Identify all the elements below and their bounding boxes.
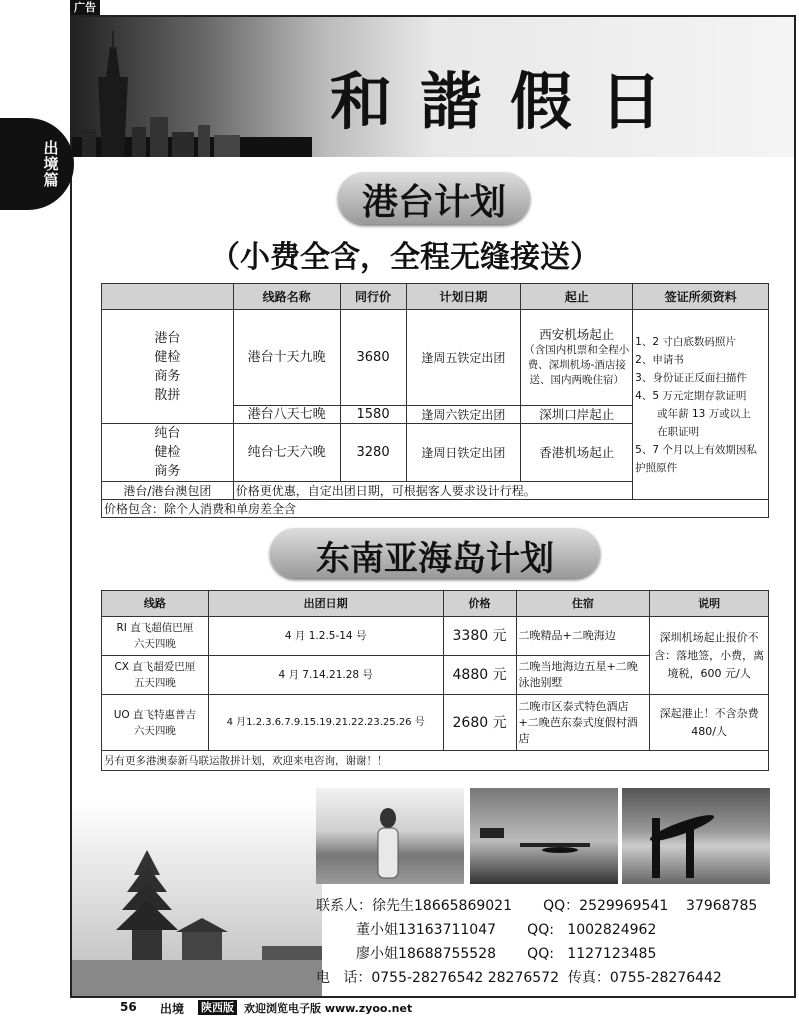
southeast-asia-table [101, 590, 769, 771]
hk-taiwan-table [101, 283, 769, 518]
date-cell: 4 月 7.14.21.28 号 [208, 656, 443, 695]
hotel-cell: 二晚市区泰式特色酒店+二晚芭东泰式度假村酒店 [516, 695, 650, 751]
side-tab-label: 出境篇 [43, 139, 59, 189]
visa-item: 1、2 寸白底数码照片 [635, 335, 736, 348]
note-bali: 深圳机场起止报价不含：落地签，小费，离境税，600 元/人 [650, 617, 769, 695]
group-label [102, 310, 234, 424]
group-line: 商务 [154, 368, 181, 384]
header-depart: 起止 [521, 284, 633, 310]
note-phuket: 深起港止！不含杂费 480/人 [650, 695, 769, 751]
more-routes-note: 另有更多港澳泰新马联运散拼计划，欢迎来电咨询，谢谢！！ [102, 751, 769, 771]
header-price: 价格 [443, 591, 516, 617]
depart-main: 西安机场起止 [539, 327, 615, 342]
price-cell: 2680 元 [443, 695, 516, 751]
custom-text: 价格更优惠，自定出团日期，可根据客人要求设计行程。 [233, 482, 632, 500]
visa-item: 5、7 个月以上有效期因私护照原件 [635, 443, 757, 474]
group-line: 港台 [154, 330, 181, 346]
group-line: 健检 [154, 349, 181, 365]
ad-tag: 广告 [70, 0, 100, 16]
custom-label: 港台/港台澳包团 [102, 482, 234, 500]
surfer-photo [622, 788, 770, 884]
contact-line: 联系人：徐先生18665869021 QQ：2529969541 37968785 [316, 898, 758, 914]
section2-title: 东南亚海岛计划 [316, 539, 554, 579]
hotel-cell: 二晚当地海边五星+二晚泳池别墅 [516, 656, 650, 695]
header-date: 计划日期 [406, 284, 521, 310]
header-blank [102, 284, 234, 310]
header-visa: 签证所须资料 [633, 284, 769, 310]
price-cell: 3380 元 [443, 617, 516, 656]
route-days: 六天四晚 [133, 724, 176, 737]
date-cell: 逢周日铁定出团 [406, 424, 521, 482]
price-includes: 价格包含：除个人消费和单房差全含 [102, 500, 769, 518]
group-label [102, 424, 234, 482]
depart-note: （含国内机票和全程小费、深圳机场-酒店接送、国内两晚住宿） [524, 344, 630, 386]
section1-title: 港台计划 [361, 182, 506, 223]
price-cell: 3680 [340, 310, 406, 406]
price-cell: 1580 [340, 406, 406, 424]
date-cell: 逢周五铁定出团 [406, 310, 521, 406]
price-cell: 4880 元 [443, 656, 516, 695]
brand-title: 和諧假日 [330, 65, 691, 138]
group-line: 健检 [154, 445, 181, 460]
section1-subtitle: （小费全含，全程无缝接送） [210, 240, 600, 275]
footer-text: 欢迎浏览电子版 www.zyoo.net [244, 1002, 413, 1015]
route-cell: 港台十天九晚 [233, 310, 340, 406]
route-days: 六天四晚 [133, 638, 176, 650]
price-cell: 3280 [340, 424, 406, 482]
header-route: 线路 [102, 591, 209, 617]
visa-item: 2、申请书 [635, 353, 684, 366]
route-name: UO 直飞特惠普吉 [113, 708, 197, 721]
contact-line: 电 话：0755-28276542 28276572 传真：0755-28276442 [316, 970, 722, 986]
contact-line: 董小姐13163711047 QQ: 1002824962 [316, 922, 657, 938]
temple-image [72, 800, 322, 996]
page-number: 56 [120, 1000, 137, 1014]
header-price: 同行价 [340, 284, 406, 310]
hotel-cell: 二晚精品+二晚海边 [516, 617, 650, 656]
route-name: CX 直飞超爱巴厘 [114, 661, 196, 673]
route-cell: 纯台七天六晚 [233, 424, 340, 482]
visa-item: 4、5 万元定期存款证明 [635, 389, 747, 402]
group-line: 商务 [154, 464, 181, 479]
group-line: 纯台 [154, 426, 181, 441]
route-cell: 港台八天七晚 [233, 406, 340, 424]
depart-cell: 香港机场起止 [521, 424, 633, 482]
visa-item: 或年薪 13 万或以上 [657, 407, 751, 420]
visa-item: 在职证明 [657, 425, 700, 438]
route-days: 五天四晚 [133, 677, 176, 689]
depart-cell [521, 310, 633, 406]
contact-line: 廖小姐18688755528 QQ: 1127123485 [316, 946, 657, 962]
visa-item: 3、身份证正反面扫描件 [635, 371, 747, 384]
footer-magazine: 出境 [160, 1002, 185, 1016]
header-hotel: 住宿 [516, 591, 650, 617]
depart-cell: 深圳口岸起止 [521, 406, 633, 424]
date-cell: 逢周六铁定出团 [406, 406, 521, 424]
date-cell: 4 月1.2.3.6.7.9.15.19.21.22.23.25.26 号 [208, 695, 443, 751]
route-cell [102, 695, 209, 751]
header-note: 说明 [650, 591, 769, 617]
visa-requirements [633, 310, 769, 500]
side-tab [0, 118, 74, 210]
city-skyline-image [72, 17, 312, 157]
group-line: 散拼 [154, 387, 181, 403]
header-date: 出团日期 [208, 591, 443, 617]
footer-badge: 陕西版 [198, 1000, 237, 1015]
route-cell [102, 656, 209, 695]
date-cell: 4 月 1.2.5-14 号 [208, 617, 443, 656]
beach-woman-photo [316, 788, 464, 884]
route-cell [102, 617, 209, 656]
route-name: RI 直飞超值巴厘 [116, 622, 194, 634]
boats-photo [470, 788, 618, 884]
header-route: 线路名称 [233, 284, 340, 310]
